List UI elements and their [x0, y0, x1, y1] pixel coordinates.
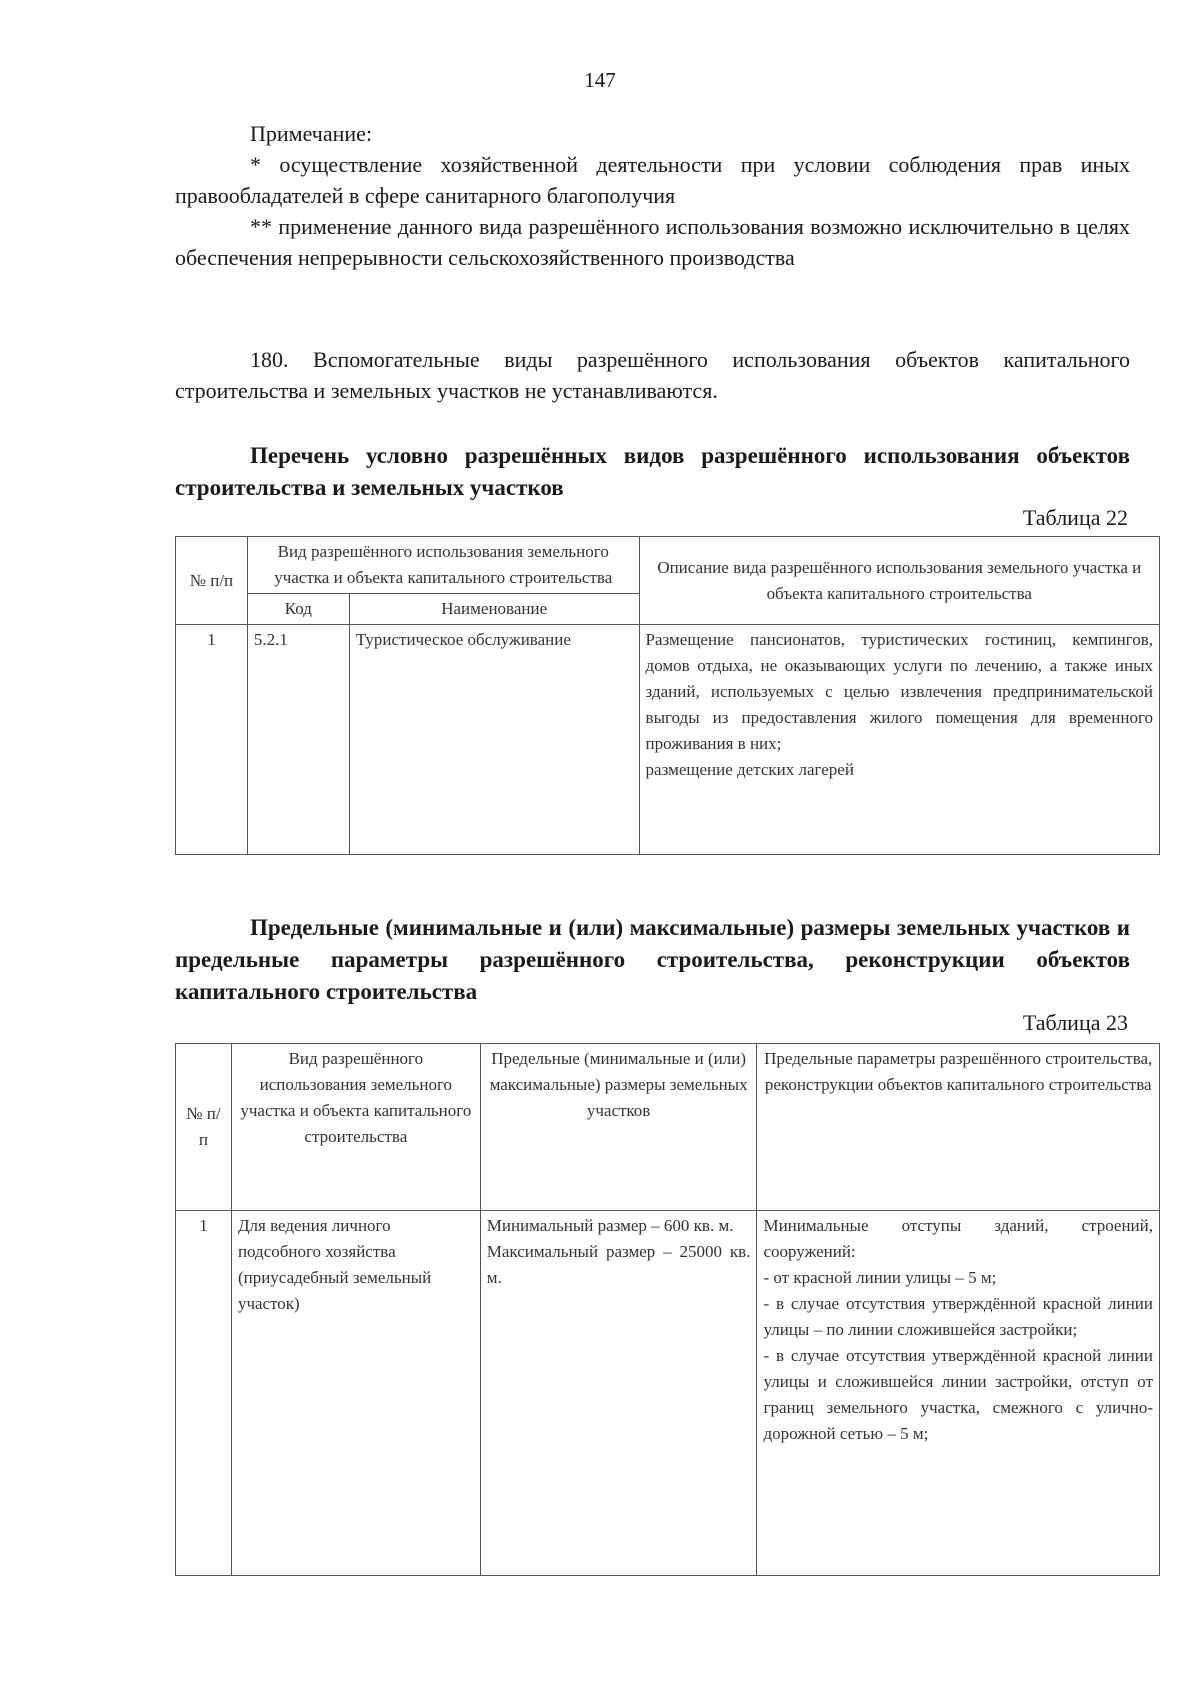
cell-name: Туристическое обслуживание [349, 625, 639, 855]
col-header-sizes: Предельные (минимальные и (или) максимальные) размеры земельных участков [480, 1044, 757, 1211]
col-header-desc: Описание вида разрешённого использования земельного участка и объекта капитального строительства [639, 537, 1159, 625]
table-22 [175, 536, 1160, 855]
cell-vid: Для ведения личного подсобного хозяйства (приусадебный земельный участок) [231, 1211, 480, 1576]
col-header-num: № п/п [176, 1044, 232, 1211]
heading-limits: Предельные (минимальные и (или) максимальные) размеры земельных участков и предельные параметры разрешённого строительства, реконструкции объектов капитального строительства [175, 915, 1130, 1004]
note-line-2: ** применение данного вида разрешённого использования возможно исключительно в целях обеспечения непрерывности сельскохозяйственного производства [175, 214, 1130, 270]
heading-conditional-uses: Перечень условно разрешённых видов разрешённого использования объектов строительства и земельных участков [175, 443, 1130, 500]
paragraph-180-text: 180. Вспомогательные виды разрешённого использования объектов капитального строительства и земельных участков не устанавливаются. [175, 347, 1130, 403]
page-number: 147 [584, 68, 616, 92]
paragraph-180 [175, 344, 1130, 406]
table-23 [175, 1043, 1160, 1576]
table-23-label: Таблица 23 [1022, 1010, 1128, 1035]
col-header-name: Наименование [349, 594, 639, 625]
col-header-params: Предельные параметры разрешённого строительства, реконструкции объектов капитального строительства [757, 1044, 1160, 1211]
note-title: Примечание: [250, 121, 373, 146]
note-line-1: * осуществление хозяйственной деятельности при условии соблюдения прав иных правообладателей в сфере санитарного благополучия [175, 152, 1130, 208]
cell-sizes: Минимальный размер – 600 кв. м. Максимальный размер – 25000 кв. м. [480, 1211, 757, 1576]
note-block [175, 118, 1130, 273]
col-header-code: Код [247, 594, 349, 625]
cell-num: 1 [176, 1211, 232, 1576]
col-header-num: № п/п [176, 537, 248, 625]
cell-code: 5.2.1 [247, 625, 349, 855]
table-row [176, 1211, 1160, 1576]
cell-desc: Размещение пансионатов, туристических гостиниц, кемпингов, домов отдыха, не оказывающих услуги по лечению, а также иных зданий, используемых с целью извлечения предпринимательской выгоды из предоставления жилого помещения для временного проживания в них; размещение детских лагерей [639, 625, 1159, 855]
table-row [176, 625, 1160, 855]
cell-num: 1 [176, 625, 248, 855]
table-22-label: Таблица 22 [1022, 505, 1128, 530]
col-header-vid: Вид разрешённого использования земельного участка и объекта капитального строительства [247, 537, 639, 594]
cell-params: Минимальные отступы зданий, строений, сооружений: - от красной линии улицы – 5 м; - в случае отсутствия утверждённой красной линии улицы – по линии сложившейся застройки; - в случае отсутствия утверждённой красной линии улицы и сложившейся линии застройки, отступ от границ земельного участка, смежного с улично-дорожной сетью – 5 м; [757, 1211, 1160, 1576]
col-header-vid: Вид разрешённого использования земельного участка и объекта капитального строительства [231, 1044, 480, 1211]
